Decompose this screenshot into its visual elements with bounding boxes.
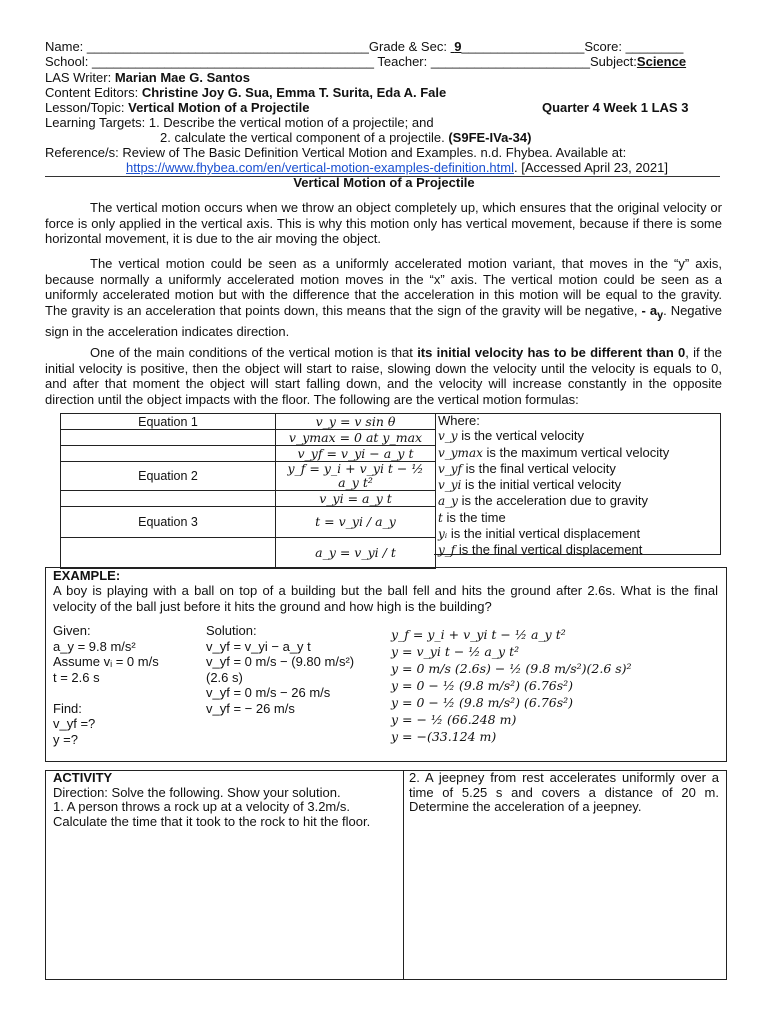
where-item (438, 477, 669, 493)
given-line: y =? (53, 731, 78, 747)
work-line: y = −(33.124 m) (391, 729, 497, 744)
solution-line: (2.6 s) (206, 669, 243, 685)
target-1: 1. Describe the vertical motion of a projectile; and (148, 115, 434, 130)
equation-formula: t = v_yi / a_y (276, 507, 436, 538)
equation-row (61, 491, 436, 507)
symbol-description: is the vertical velocity (461, 428, 585, 444)
reference-text: Review of The Basic Definition Vertical Motion and Examples. n.d. Fhybea. Available at: (122, 145, 627, 160)
reference-link[interactable]: https://www.fhybea.com/en/vertical-motion-examples-definition.html (126, 160, 514, 175)
symbol: v_y (438, 429, 458, 444)
symbol: yᵢ (438, 527, 448, 542)
equation-formula: a_y = v_yi / t (276, 538, 436, 569)
targets-label: Learning Targets: (45, 115, 146, 130)
editors-label: Content Editors: (45, 85, 139, 100)
where-item (438, 428, 669, 444)
header-row-1 (45, 39, 683, 54)
where-item (438, 445, 669, 461)
solution-line: v_yf = − 26 m/s (206, 700, 295, 716)
given-line: Find: (53, 700, 82, 716)
name-label: Name: (45, 39, 84, 54)
equation-row (61, 430, 436, 446)
solution-line: Solution: (206, 623, 257, 638)
solution-column (206, 623, 354, 716)
symbol-description: is the maximum vertical velocity (486, 444, 670, 460)
equation-formula: y_f = y_i + v_yi t − ½ a_y t² (276, 462, 436, 491)
activity-divider (403, 771, 404, 979)
where-legend (438, 413, 669, 559)
teacher-blank[interactable]: ______________________ (430, 54, 590, 69)
subject-value: Science (636, 54, 687, 69)
symbol: a_y (438, 494, 458, 509)
equation-label: Equation 3 (61, 507, 276, 538)
given-line: Assume vᵢ = 0 m/s (53, 654, 159, 669)
subject-label: Subject: (589, 54, 637, 69)
given-column (53, 623, 159, 747)
work-line: y_f = y_i + v_yi t − ½ a_y t² (391, 627, 566, 642)
paragraph-1: The vertical motion occurs when we throw an object completely up, which ensures that the original velocity or force is only applied in the vertical axis. This is why this motion only has vertical movement, because if there is some horizontal movement, it is due to the air moving the object. (45, 200, 722, 247)
where-item (438, 542, 669, 558)
where-item (438, 461, 669, 477)
equation-formula: v_ymax = 0 at y_max (276, 430, 436, 446)
topic-value: Vertical Motion of a Projectile (128, 100, 310, 115)
activity-direction: Direction: Solve the following. Show your solution. (53, 784, 341, 800)
reference-label: Reference/s: (45, 145, 119, 160)
equation-label (61, 491, 276, 507)
work-line: y = − ½ (66.248 m) (391, 712, 517, 727)
work-line: y = v_yi t − ½ a_y t² (391, 644, 520, 659)
writer-label: LAS Writer: (45, 70, 112, 85)
equation-row (61, 414, 436, 430)
score-label: Score: (584, 39, 622, 54)
reference-accessed: . [Accessed April 23, 2021] (514, 160, 668, 175)
equation-label (61, 430, 276, 446)
editors-value: Christine Joy G. Sua, Emma T. Surita, Eda A. Fale (141, 85, 447, 100)
solution-line: v_yf = 0 m/s − (9.80 m/s²) (206, 654, 355, 669)
where-item (438, 493, 669, 509)
symbol: v_yf (438, 461, 462, 476)
example-problem: A boy is playing with a ball on top of a building but the ball fell and hits the ground after 2.6s. What is the final velocity of the ball just before it hits the ground and how high is the building? (53, 583, 718, 614)
grade-label: Grade & Sec: (368, 39, 447, 54)
symbol: v_ymax (438, 445, 483, 460)
teacher-label: Teacher: (377, 54, 428, 69)
activity-question-1: 1. A person throws a rock up at a velocity of 3.2m/s. Calculate the time that it took to the rock to hit the floor. (53, 799, 371, 829)
work-column (391, 626, 632, 745)
page-title: Vertical Motion of a Projectile (293, 175, 475, 190)
symbol: v_yi (438, 478, 462, 493)
activity-title: ACTIVITY (53, 770, 113, 785)
grade-blank[interactable]: _________________ (461, 39, 585, 54)
paragraph-3: One of the main conditions of the vertical motion is that its initial velocity has to be different than 0, if the initial velocity is positive, then the object will start to raise, slowing down the velocity until the velocity is equals to 0, and after that moment the object will start falling down, and the velocity will increase constantly in the opposite direction until the object impacts with the floor. The following are the vertical motion formulas: (45, 345, 722, 407)
symbol: t (438, 510, 443, 525)
where-item (438, 526, 669, 542)
equation-formula: v_yf = v_yi − a_y t (276, 446, 436, 462)
given-line: v_yf =? (53, 716, 96, 731)
symbol-description: is the final vertical displacement (458, 542, 643, 558)
work-line: y = 0 m/s (2.6s) − ½ (9.8 m/s²)(2.6 s)² (391, 661, 632, 676)
given-line: t = 2.6 s (53, 669, 100, 685)
equation-label: Equation 2 (61, 462, 276, 491)
where-item (438, 510, 669, 526)
activity-question-2: 2. A jeepney from rest accelerates uniformly over a time of 5.25 s and covers a distance of 20 m. Determine the acceleration of a jeepney. (409, 770, 719, 814)
symbol-description: is the time (446, 509, 506, 525)
grade-value: 9 (454, 39, 462, 54)
given-line (53, 685, 159, 701)
given-line: a_y = 9.8 m/s² (53, 638, 136, 654)
solution-line: v_yf = v_yi − a_y t (206, 638, 311, 654)
work-line: y = 0 − ½ (9.8 m/s²) (6.76s²) (391, 695, 574, 710)
header-row-2 (45, 54, 686, 69)
formula-table (60, 413, 436, 569)
school-blank[interactable]: _______________________________________ (92, 54, 374, 69)
equation-formula: v_y = v sin θ (276, 414, 436, 430)
equation-row (61, 507, 436, 538)
given-line: Given: (53, 623, 91, 638)
where-title: Where: (438, 413, 480, 428)
example-title: EXAMPLE: (53, 568, 121, 583)
paragraph-2: The vertical motion could be seen as a uniformly accelerated motion variant, that moves in the “y” axis, because normally a uniformly accelerated motion moves in the “x” axis. The vertical motion could be seen as a uniformly accelerated motion but with the difference that the acceleration in this motion will be equal to the gravity. The gravity is an acceleration that points down, this means that the sign of the gravity will be negative, - $a_y$. Negative sign in the acceleration indicates direction. (45, 256, 723, 339)
work-line: y = 0 − ½ (9.8 m/s²) (6.76s²) (391, 678, 574, 693)
activity-box (45, 770, 727, 980)
target-code: (S9FE-IVa-34) (448, 130, 532, 145)
equation-label: Equation 1 (61, 414, 276, 430)
name-blank[interactable]: _______________________________________ (86, 39, 369, 54)
topic-label: Lesson/Topic: (45, 100, 125, 115)
score-blank[interactable]: ________ (625, 39, 684, 54)
symbol-description: is the initial vertical velocity (465, 477, 622, 493)
symbol: y_f (438, 543, 456, 558)
target-2: 2. calculate the vertical component of a projectile. (160, 130, 445, 145)
school-label: School: (45, 54, 89, 69)
symbol-description: is the initial vertical displacement (450, 526, 641, 542)
equation-row (61, 446, 436, 462)
example-box (45, 567, 727, 762)
equation-row (61, 462, 436, 491)
equation-formula: v_yi = a_y t (276, 491, 436, 507)
symbol-description: is the final vertical velocity (465, 460, 616, 476)
equation-label (61, 538, 276, 569)
symbol-description: is the acceleration due to gravity (461, 493, 648, 509)
writer-value: Marian Mae G. Santos (114, 70, 250, 85)
quarter-label: Quarter 4 Week 1 LAS 3 (542, 100, 689, 115)
equation-label (61, 446, 276, 462)
equation-row (61, 538, 436, 569)
solution-line: v_yf = 0 m/s − 26 m/s (206, 685, 331, 700)
